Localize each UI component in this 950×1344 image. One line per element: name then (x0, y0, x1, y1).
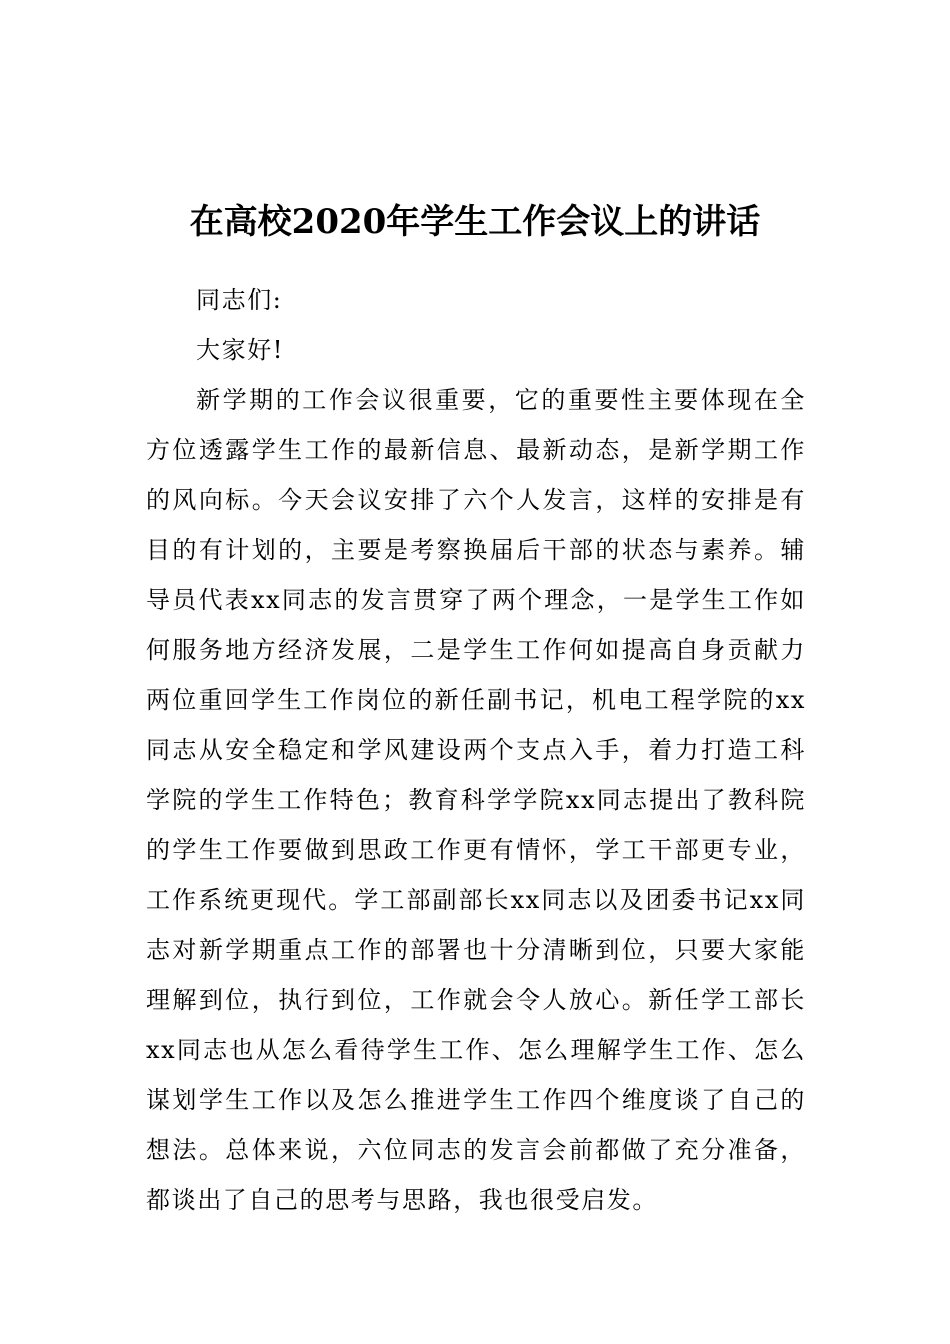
document-title: 在高校2020年学生工作会议上的讲话 (189, 202, 761, 242)
body-paragraph: 新学期的工作会议很重要，它的重要性主要体现在全方位透露学生工作的最新信息、最新动态，是新学期工作的风向标。今天会议安排了六个人发言，这样的安排是有目的有计划的，主要是考察换届后干部的状态与素养。辅导员代表xx同志的发言贯穿了两个理念，一是学生工作如何服务地方经济发展，二是学生工作何如提高自身贡献力两位重回学生工作岗位的新任副书记，机电工程学院的xx同志从安全稳定和学风建设两个支点入手，着力打造工科学院的学生工作特色；教育科学学院xx同志提出了教科院的学生工作要做到思政工作更有情怀，学工干部更专业，工作系统更现代。学工部副部长xx同志以及团委书记xx同志对新学期重点工作的部署也十分清晰到位，只要大家能理解到位，执行到位，工作就会令人放心。新任学工部长xx同志也从怎么看待学生工作、怎么理解学生工作、怎么谋划学生工作以及怎么推进学生工作四个维度谈了自己的想法。总体来说，六位同志的发言会前都做了充分准备，都谈出了自己的思考与思路，我也很受启发。 (146, 386, 806, 1214)
salutation: 同志们: (196, 286, 283, 314)
document-body (146, 275, 806, 1225)
greeting: 大家好! (196, 336, 285, 364)
